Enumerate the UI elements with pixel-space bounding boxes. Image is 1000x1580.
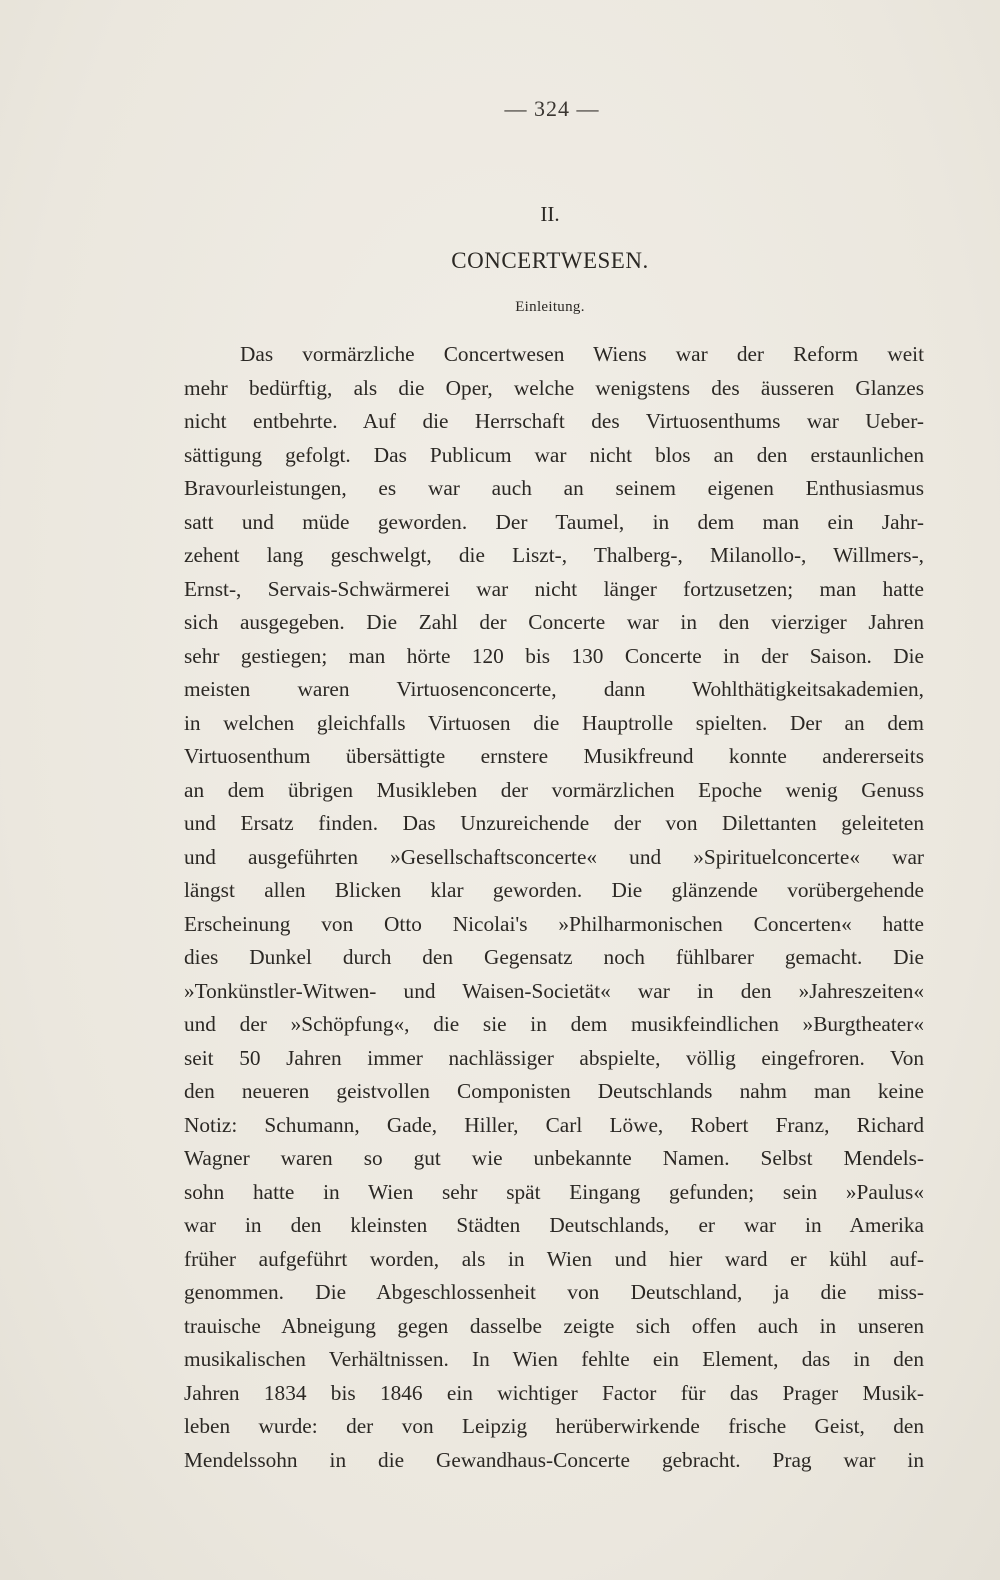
text-line: mehr bedürftig, als die Oper, welche wenigstens des äusseren Glanzes [184,375,924,400]
text-line: nicht entbehrte. Auf die Herrschaft des Virtuosenthums war Ueber- [184,409,924,433]
text-line: Bravourleistungen, es war auch an seinem eigenen Enthusiasmus [184,476,924,500]
page-number: — 324 — [504,96,600,121]
text-line: Ernst-, Servais-Schwärmerei war nicht länger fortzusetzen; man hatte [184,576,924,601]
text-line: Virtuosenthum übersättigte ernstere Musikfreund konnte andererseits [184,744,924,768]
section-title: Einleitung. [515,299,585,315]
text-line: Jahren 1834 bis 1846 ein wichtiger Factor für das Prager Musik- [184,1380,924,1405]
text-line: an dem übrigen Musikleben der vormärzlichen Epoche wenig Genuss [184,777,924,802]
text-line: satt und müde geworden. Der Taumel, in dem man ein Jahr- [184,509,924,534]
text-line: dies Dunkel durch den Gegensatz noch fühlbarer gemacht. Die [184,945,924,969]
text-line: zehent lang geschwelgt, die Liszt-, Thalberg-, Milanollo-, Willmers-, [184,543,924,567]
text-line: »Tonkünstler-Witwen- und Waisen-Societät« war in den »Jahreszeiten« [184,978,924,1003]
text-line: Erscheinung von Otto Nicolai's »Philharmonischen Concerten« hatte [184,911,924,936]
chapter-number: II. [540,202,560,226]
text-line: trauische Abneigung gegen dasselbe zeigte sich offen auch in unseren [184,1313,924,1338]
text-line: und ausgeführten »Gesellschaftsconcerte« und »Spirituelconcerte« war [184,844,924,869]
text-line: meisten waren Virtuosenconcerte, dann Wohlthätigkeitsakademien, [184,677,924,701]
text-line: und der »Schöpfung«, die sie in dem musikfeindlichen »Burgtheater« [184,1012,924,1036]
text-line: Mendelssohn in die Gewandhaus-Concerte gebracht. Prag war in [184,1447,924,1472]
text-line: sehr gestiegen; man hörte 120 bis 130 Concerte in der Saison. Die [184,643,924,668]
text-line: musikalischen Verhältnissen. In Wien fehlte ein Element, das in den [184,1347,924,1371]
text-line: und Ersatz finden. Das Unzureichende der von Dilettanten geleiteten [184,811,924,835]
text-line: in welchen gleichfalls Virtuosen die Hauptrolle spielten. Der an dem [184,710,924,735]
text-line: früher aufgeführt worden, als in Wien und hier ward er kühl auf- [184,1246,924,1271]
text-line: Wagner waren so gut wie unbekannte Namen. Selbst Mendels- [184,1146,924,1170]
body-text [184,338,924,1477]
text-line: sohn hatte in Wien sehr spät Eingang gefunden; sein »Paulus« [184,1179,924,1204]
text-line: sich ausgegeben. Die Zahl der Concerte war in den vierziger Jahren [184,610,924,634]
text-line: war in den kleinsten Städten Deutschlands, er war in Amerika [184,1213,924,1237]
text-line: Notiz: Schumann, Gade, Hiller, Carl Löwe, Robert Franz, Richard [184,1112,924,1137]
text-line: Das vormärzliche Concertwesen Wiens war der Reform weit [240,342,924,366]
text-line: genommen. Die Abgeschlossenheit von Deutschland, ja die miss- [184,1280,924,1304]
text-line: sättigung gefolgt. Das Publicum war nicht blos an den erstaunlichen [184,442,924,467]
text-line: leben wurde: der von Leipzig herüberwirkende frische Geist, den [184,1414,924,1438]
text-line: längst allen Blicken klar geworden. Die glänzende vorübergehende [184,878,924,902]
text-line: seit 50 Jahren immer nachlässiger abspielte, völlig eingefroren. Von [184,1045,924,1070]
chapter-title: CONCERTWESEN. [451,248,649,273]
text-line: den neueren geistvollen Componisten Deutschlands nahm man keine [184,1079,924,1103]
